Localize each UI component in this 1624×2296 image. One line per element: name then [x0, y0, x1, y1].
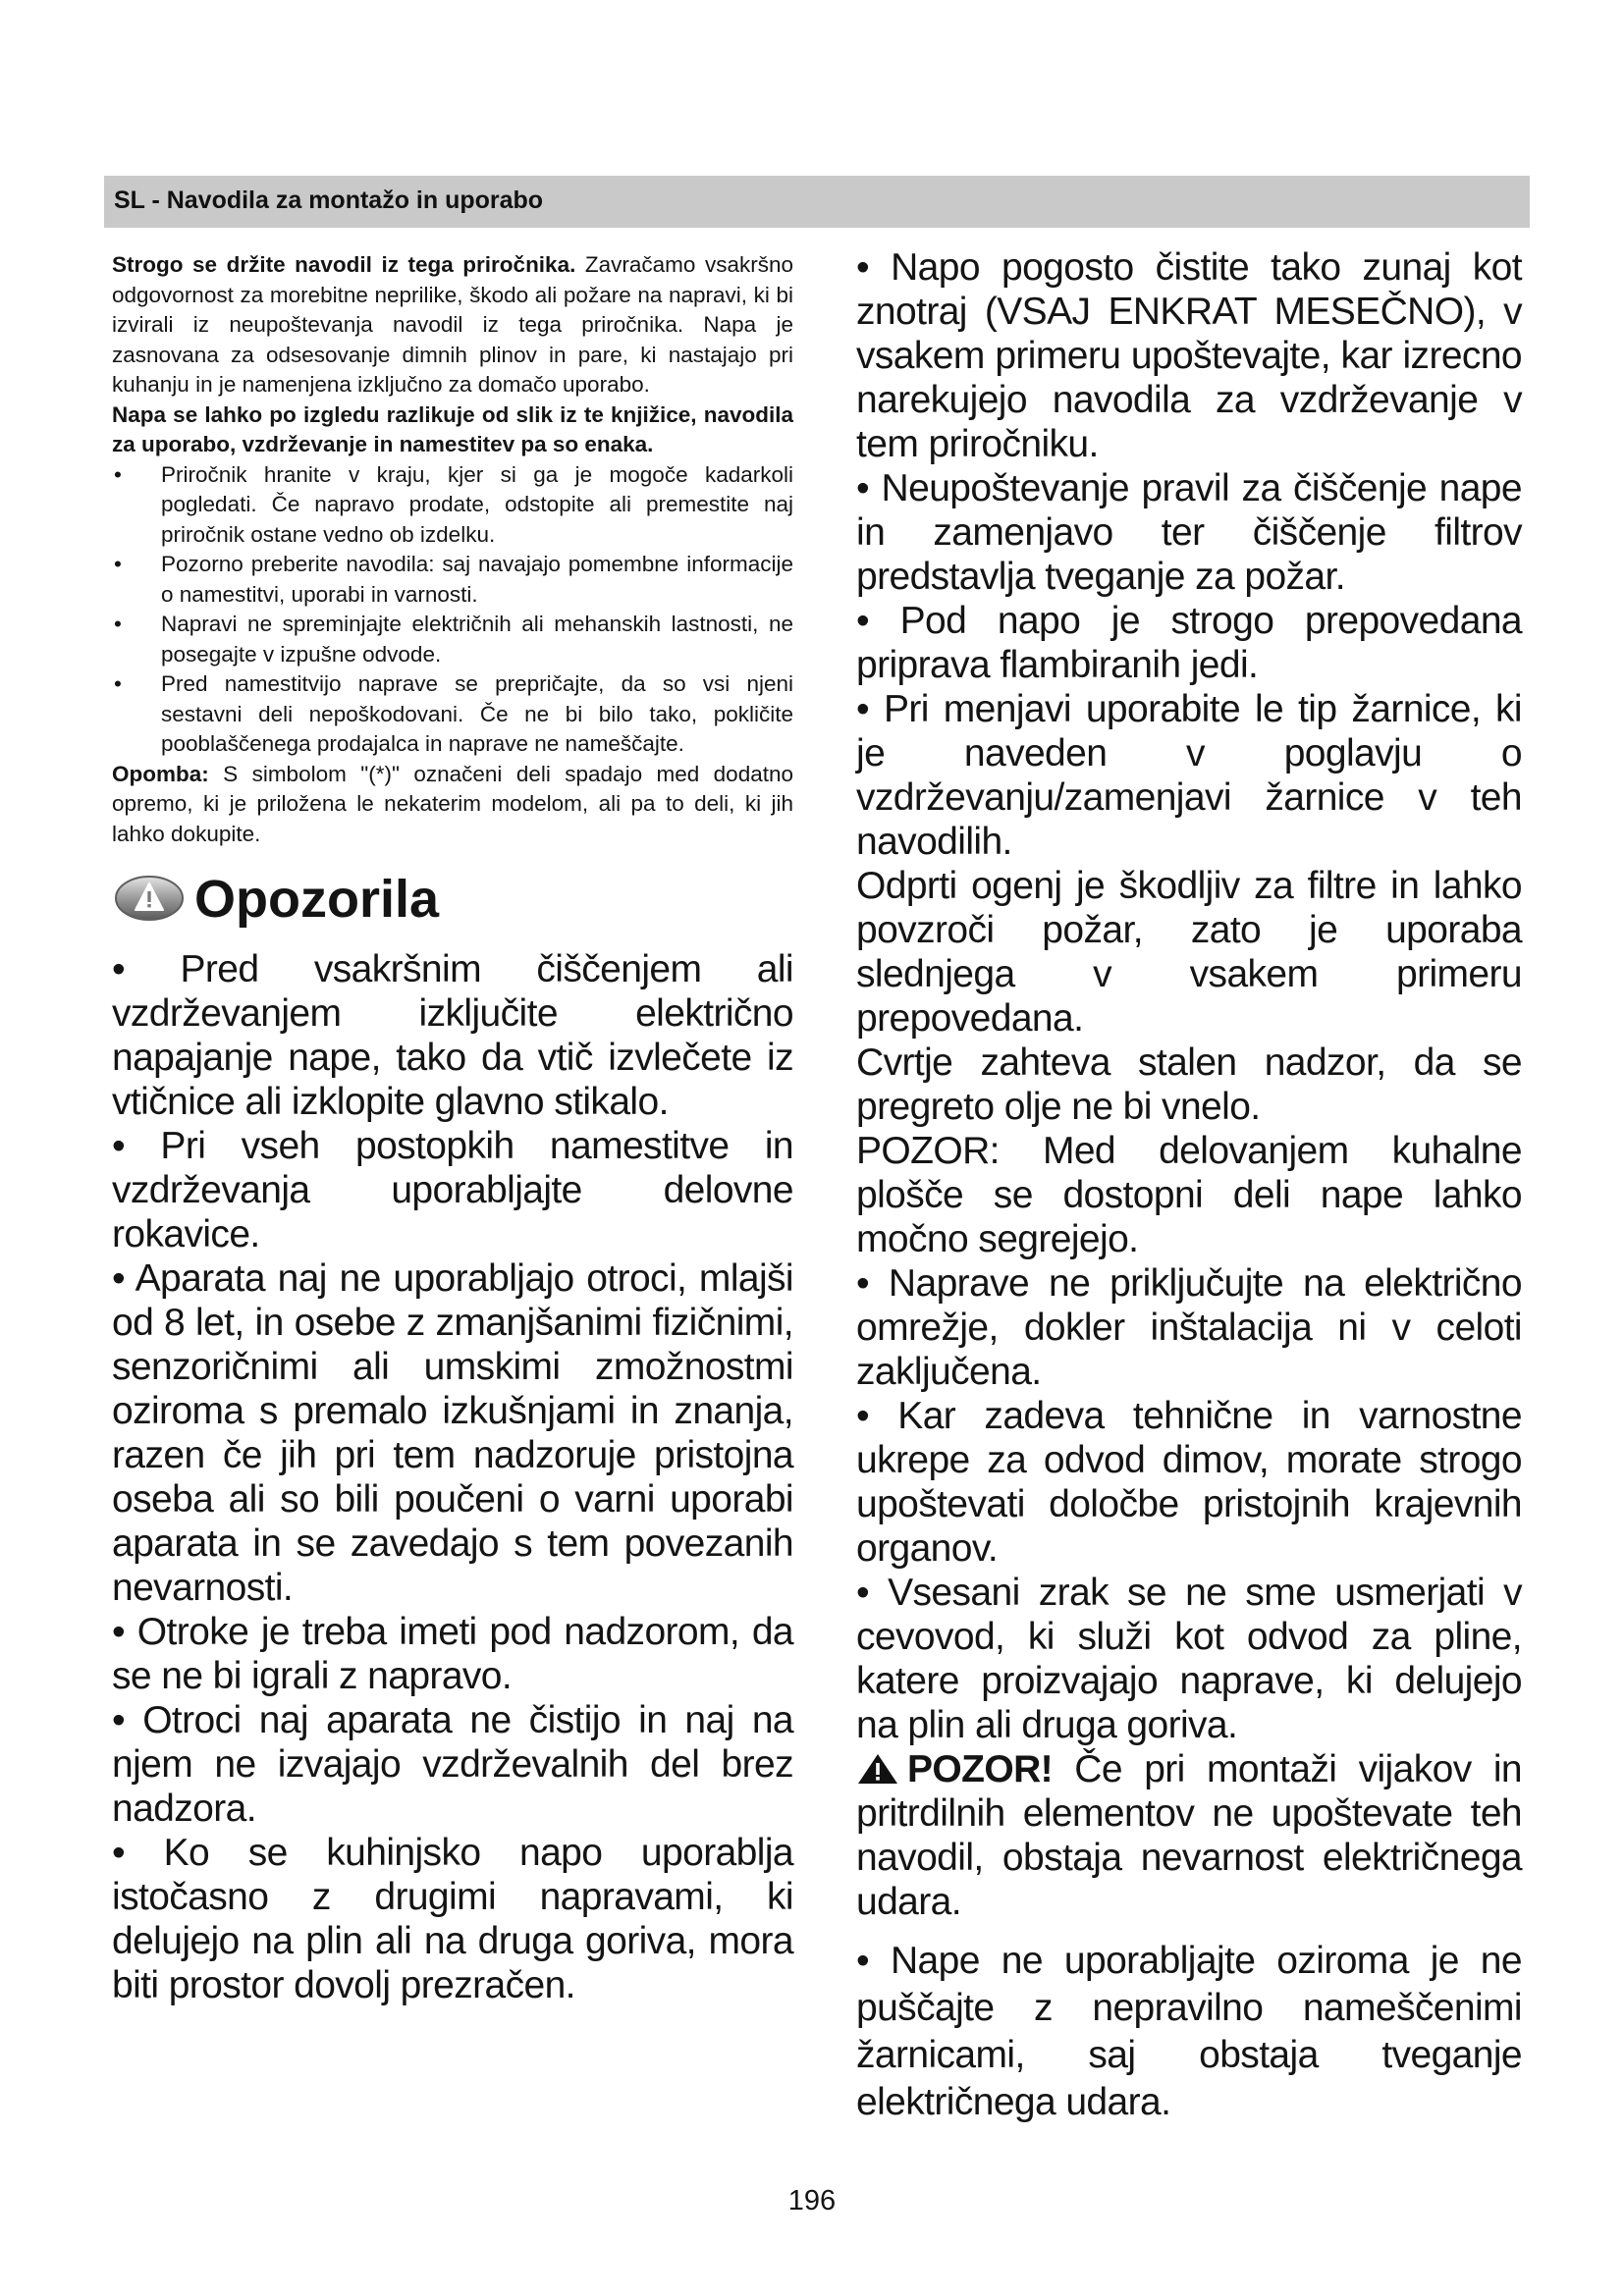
intro-bullet-list — [112, 460, 793, 760]
warning-paragraph: • Neupoštevanje pravil za čiščenje nape in zamenjavo ter čiščenje filtrov predstavlja tveganje za požar. — [856, 467, 1522, 598]
intro-block — [112, 250, 793, 849]
warning-paragraph: Cvrtje zahteva stalen nadzor, da se pregreto olje ne bi vnelo. — [856, 1041, 1522, 1128]
warning-paragraph: • Ko se kuhinjsko napo uporablja istočasno z drugimi napravami, ki delujejo na plin ali na druga goriva, mora biti prostor dovolj prezračen. — [112, 1832, 793, 2006]
pozor-text: Če pri montaži vijakov in pritrdilnih elementov ne upoštevate teh navodil, obstaja nevarnost električnega udara. — [856, 1748, 1522, 1923]
bullet-dot: • — [114, 552, 122, 576]
warning-paragraph: Odprti ogenj je škodljiv za filtre in lahko povzroči požar, zato je uporaba slednjega v vsakem primeru prepovedana. — [856, 865, 1522, 1040]
warning-paragraph: • Napo pogosto čistite tako zunaj kot znotraj (VSAJ ENKRAT MESEČNO), v vsakem primeru upoštevajte, kar izrecno narekujejo navodila za vzdrževanje v tem priročniku. — [856, 246, 1522, 465]
pozor-paragraph — [856, 1747, 1522, 1924]
warnings-title: Opozorila — [194, 870, 440, 929]
warning-paragraph: • Nape ne uporabljajte oziroma je ne puščajte z nepravilno nameščenimi žarnicami, saj obstaja tveganje električnega udara. — [856, 1940, 1522, 2123]
spacer — [856, 1924, 1522, 1938]
warning-paragraph: • Vsesani zrak se ne sme usmerjati v cevovod, ki služi kot odvod za pline, katere proizvajajo naprave, ki delujejo na plin ali druga goriva. — [856, 1572, 1522, 1746]
intro-text: Zavračamo vsakršno odgovornost za morebitne neprilike, škodo ali požare na napravi, ki bi izvirali iz neupoštevanja navodil iz tega priročnika. Napa je zasnovana za odsesovanje dimnih plinov in pare, ki nastajajo pri kuhanju in je namenjena izključno za domačo uporabo. — [112, 252, 793, 397]
warnings-right-block — [856, 245, 1522, 2126]
warning-paragraph: • Pri vseh postopkih namestitve in vzdrževanja uporabljajte delovne rokavice. — [112, 1125, 793, 1255]
warning-paragraph: • Otroke je treba imeti pod nadzorom, da se ne bi igrali z napravo. — [112, 1611, 793, 1697]
list-item — [112, 610, 793, 669]
list-item-text: Priročnik hranite v kraju, kjer si ga je mogoče kadarkoli pogledati. Če napravo prodate, odstopite ali premestite naj priročnik ostane vedno ob izdelku. — [161, 461, 793, 547]
warning-paragraph: • Pri menjavi uporabite le tip žarnice, ki je naveden v poglavju o vzdrževanju/zamenjavi žarnice v teh navodilih. — [856, 688, 1522, 863]
intro-paragraph — [112, 250, 793, 400]
page-number: 196 — [787, 2185, 837, 2216]
warning-paragraph: • Pod napo je strogo prepovedana priprava flambiranih jedi. — [856, 600, 1522, 686]
list-item — [112, 460, 793, 551]
list-item — [112, 550, 793, 610]
warning-paragraph: • Pred vsakršnim čiščenjem ali vzdrževanjem izključite električno napajanje nape, tako da vtič izvlečete iz vtičnice ali izklopite glavno stikalo. — [112, 948, 793, 1123]
note-text: S simbolom "(*)" označeni deli spadajo med dodatno opremo, ki je priložena le nekaterim modelom, ali pa to deli, ki jih lahko dokupite. — [112, 761, 793, 846]
list-item-text: Pred namestitvijo naprave se prepričajte, da so vsi njeni sestavni deli nepoškodovani. Če ne bi bilo tako, pokličite pooblaščenega prodajalca in naprave ne nameščajte. — [161, 671, 793, 756]
note-paragraph — [112, 760, 793, 850]
warnings-left-block — [112, 947, 793, 2007]
intro-bold-lead: Strogo se držite navodil iz tega priročnika. — [112, 252, 576, 277]
warning-paragraph: POZOR: Med delovanjem kuhalne plošče se dostopni deli nape lahko močno segrejejo. — [856, 1130, 1522, 1260]
note-label: Opomba: — [112, 761, 209, 786]
left-column — [112, 250, 793, 2007]
list-item — [112, 669, 793, 760]
section-header-title: SL - Navodila za montažo in uporabo — [114, 187, 544, 214]
warnings-heading — [112, 865, 793, 934]
hazard-triangle-icon — [856, 1752, 899, 1786]
bullet-dot: • — [114, 612, 122, 636]
warning-paragraph: • Naprave ne priključujte na električno omrežje, dokler inštalacija ni v celoti zaključena. — [856, 1262, 1522, 1393]
appearance-note-text: Napa se lahko po izgledu razlikuje od slik iz te knjižice, navodila za uporabo, vzdrževanje in namestitev pa so enaka. — [112, 401, 793, 456]
warning-paragraph: • Otroci naj aparata ne čistijo in naj na njem ne izvajajo vzdrževalnih del brez nadzora. — [112, 1699, 793, 1830]
bullet-dot: • — [114, 671, 122, 696]
pozor-label: POZOR! — [907, 1748, 1054, 1790]
list-item-text: Pozorno preberite navodila: saj navajajo pomembne informacije o namestitvi, uporabi in varnosti. — [161, 552, 793, 607]
intro-appearance-note — [112, 400, 793, 460]
warning-paragraph: • Aparata naj ne uporabljajo otroci, mlajši od 8 let, in osebe z zmanjšanimi fizičnimi, senzoričnimi ali umskimi zmožnostmi oziroma s premalo izkušnjami in znanja, razen če jih pri tem nadzoruje pristojna oseba ali so bili poučeni o varni uporabi aparata in se zavedajo s tem povezanih nevarnosti. — [112, 1257, 793, 1609]
section-header-bar — [104, 176, 1530, 228]
warning-icon — [114, 875, 185, 922]
list-item-text: Napravi ne spreminjajte električnih ali mehanskih lastnosti, ne posegajte v izpušne odvode. — [161, 612, 793, 667]
bullet-dot: • — [114, 461, 122, 487]
warning-paragraph: • Kar zadeva tehnične in varnostne ukrepe za odvod dimov, morate strogo upoštevati določbe pristojnih krajevnih organov. — [856, 1395, 1522, 1570]
right-column — [856, 245, 1522, 2126]
